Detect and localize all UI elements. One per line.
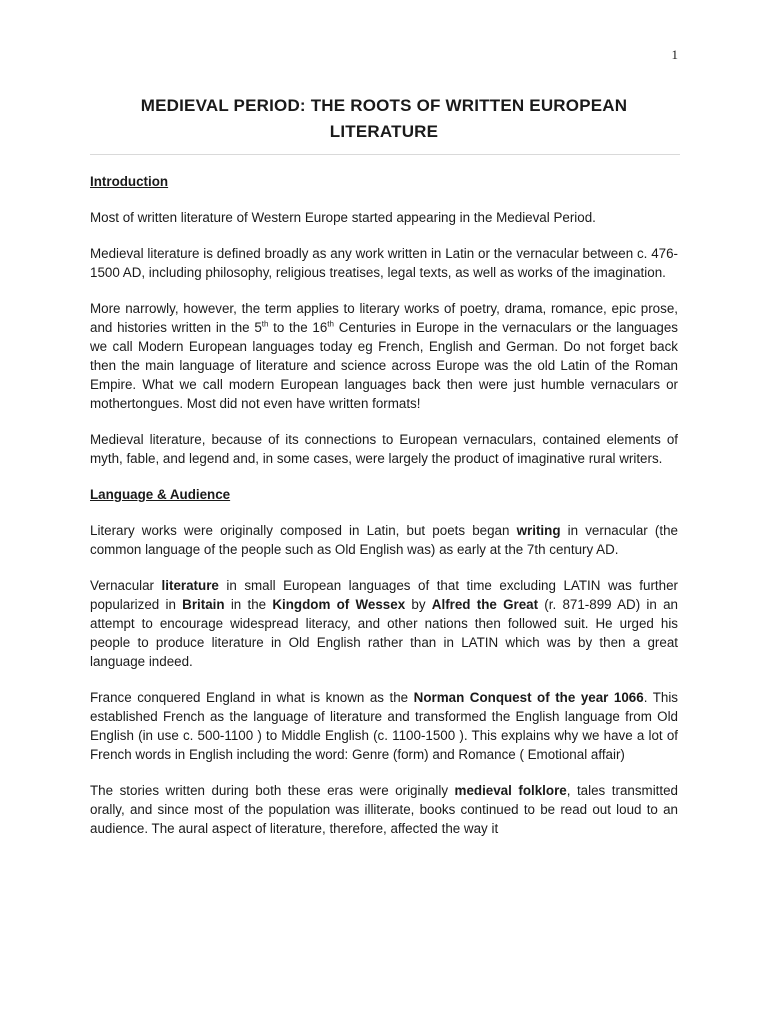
bold-term: Norman Conquest of the year 1066 — [413, 690, 644, 705]
superscript: th — [327, 319, 334, 329]
intro-paragraph-2: Medieval literature is defined broadly as any work written in Latin or the vernacular between c. 476-1500 AD, including philosophy, religious treatises, legal texts, as well as works of the imagination. — [90, 246, 678, 280]
text-run: in vernacular (the common language of the people such as Old English was) as early at the 7th century AD. — [90, 523, 678, 557]
language-paragraph-3 — [90, 688, 678, 764]
bold-term: Kingdom of Wessex — [272, 597, 406, 612]
text-run: in small European languages of that time excluding LATIN was further popularized in — [90, 578, 678, 612]
document-body — [90, 172, 678, 855]
document-title — [90, 93, 678, 145]
text-run: . This established French as the language of literature and transformed the English language from Old English (in use c. 500-1100 ) to Middle English (c. 1100-1500 ). This explains why we have a lot of French words in English including the word: Genre (form) and Romance ( Emotional affair) — [90, 690, 679, 762]
bold-term: Britain — [182, 597, 225, 612]
page-number: 1 — [671, 47, 678, 62]
text-run: Literary works were originally composed in Latin, but poets began — [90, 523, 517, 538]
text-run: in the — [224, 597, 273, 612]
language-paragraph-4 — [90, 781, 678, 838]
section-heading-introduction: Introduction — [90, 174, 169, 189]
text-run: , tales transmitted orally, and since most of the population was illiterate, books continued to be read out loud to an audience. The aural aspect of literature, therefore, affected the way it — [90, 783, 678, 836]
text-run: The stories written during both these eras were originally — [90, 783, 455, 798]
text-run: More narrowly, however, the term applies to literary works of poetry, drama, romance, epic prose, and histories written in the 5 — [90, 301, 678, 335]
intro-paragraph-4: Medieval literature, because of its connections to European vernaculars, contained elements of myth, fable, and legend and, in some cases, were largely the product of imaginative rural writers. — [90, 432, 678, 466]
text-run: Vernacular — [90, 578, 162, 593]
bold-term: Alfred the Great — [431, 597, 539, 612]
language-paragraph-1 — [90, 521, 678, 559]
text-run: to the 16 — [268, 320, 328, 335]
intro-paragraph-1: Most of written literature of Western Europe started appearing in the Medieval Period. — [90, 210, 596, 225]
bold-term: writing — [516, 523, 561, 538]
text-run: Centuries in Europe in the vernaculars or the languages we call Modern European languages today eg French, English and German. Do not forget back then the main language of literature and science across Europe was the old Latin of the Roman Empire. What we call modern European languages back then were just humble vernaculars or mothertongues. Most did not even have written formats! — [90, 320, 678, 411]
section-heading-language-audience: Language & Audience — [90, 487, 231, 502]
text-run: France conquered England in what is known as the — [90, 690, 414, 705]
bold-term: literature — [161, 578, 219, 593]
superscript: th — [261, 319, 269, 329]
title-line-1: MEDIEVAL PERIOD: THE ROOTS OF WRITTEN EUROPEAN — [140, 96, 628, 115]
title-divider — [90, 154, 680, 155]
text-run: by — [405, 597, 432, 612]
title-line-2: LITERATURE — [329, 122, 439, 141]
intro-paragraph-3 — [90, 299, 678, 413]
bold-term: medieval folklore — [454, 783, 567, 798]
text-run: (r. 871-899 AD) in an attempt to encourage widespread literacy, and other nations then followed suit. He urged his people to produce literature in Old English rather than in LATIN which was by then a great language indeed. — [90, 597, 678, 669]
language-paragraph-2 — [90, 576, 678, 671]
